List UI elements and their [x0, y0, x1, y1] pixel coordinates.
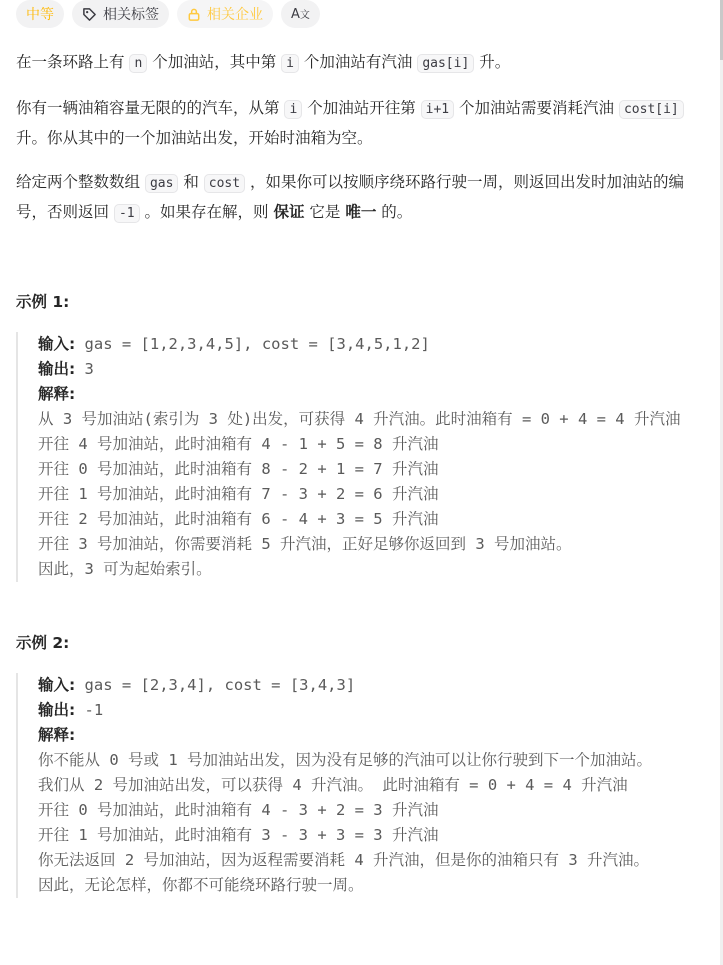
- difficulty-label: 中等: [26, 7, 54, 23]
- text: 升。: [474, 53, 511, 71]
- explain-line: 开往 0 号加油站，此时油箱有 8 - 2 + 1 = 7 升汽油: [38, 460, 439, 478]
- example-2-output: [38, 698, 706, 723]
- example-1-explain: [38, 382, 706, 407]
- companies-label: 相关企业: [207, 7, 263, 23]
- input-value: gas = [2,3,4], cost = [3,4,3]: [75, 676, 356, 694]
- explain-line: 开往 3 号加油站，你需要消耗 5 升汽油，正好足够你返回到 3 号加油站。: [38, 535, 572, 553]
- output-value: -1: [75, 701, 104, 719]
- explain-line: 你无法返回 2 号加油站，因为返程需要消耗 4 升汽油，但是你的油箱只有 3 升汽油。: [38, 851, 649, 869]
- explain-line: 我们从 2 号加油站出发，可以获得 4 升汽油。 此时油箱有 = 0 + 4 = 4 升汽油: [38, 776, 628, 794]
- input-value: gas = [1,2,3,4,5], cost = [3,4,5,1,2]: [75, 335, 430, 353]
- text: 的。: [376, 203, 413, 221]
- inline-code: i+1: [421, 100, 454, 119]
- inline-code: gas[i]: [417, 54, 474, 73]
- example-2-input: [38, 673, 706, 698]
- problem-paragraph-2: [16, 94, 706, 152]
- lock-icon: [187, 7, 201, 22]
- tag-bar: [16, 0, 320, 28]
- text: 在一条环路上有: [16, 53, 130, 71]
- explain-label: 解释:: [38, 726, 76, 744]
- text: 给定两个整数数组: [16, 173, 145, 191]
- text: 你有一辆油箱容量无限的的汽车，从第: [16, 99, 285, 117]
- text: ，如果你可以按顺序绕环路行驶一周，则返回出发时加油站的编号，否则返回: [16, 173, 685, 221]
- explain-line: 从 3 号加油站(索引为 3 处)出发，可获得 4 升汽油。此时油箱有 = 0 + 4 = 4 升汽油: [38, 410, 681, 428]
- explain-label: 解释:: [38, 385, 76, 403]
- example-1-block: [16, 332, 706, 582]
- inline-code: -1: [114, 204, 140, 223]
- explain-line: 开往 1 号加油站，此时油箱有 7 - 3 + 2 = 6 升汽油: [38, 485, 439, 503]
- explain-line: 开往 4 号加油站，此时油箱有 4 - 1 + 5 = 8 升汽油: [38, 435, 439, 453]
- explain-line: 因此，无论怎样，你都不可能绕环路行驶一周。: [38, 876, 364, 894]
- inline-code: gas: [145, 174, 178, 193]
- text: 个加油站需要消耗汽油: [454, 99, 619, 117]
- topics-tag[interactable]: [72, 0, 169, 28]
- companies-tag[interactable]: [177, 0, 273, 28]
- explain-line: 开往 2 号加油站，此时油箱有 6 - 4 + 3 = 5 升汽油: [38, 510, 439, 528]
- output-value: 3: [75, 360, 94, 378]
- explain-line: 因此，3 可为起始索引。: [38, 560, 212, 578]
- inline-code: cost[i]: [619, 100, 684, 119]
- inline-code: n: [129, 54, 147, 73]
- text: 个加油站开往第: [302, 99, 421, 117]
- example-2-explain: [38, 723, 706, 748]
- problem-paragraph-1: [16, 48, 706, 78]
- text: 和: [178, 173, 204, 191]
- example-2-title: 示例 2:: [16, 634, 70, 652]
- explain-line: 开往 0 号加油站，此时油箱有 4 - 3 + 2 = 3 升汽油: [38, 801, 439, 819]
- example-2-block: [16, 673, 706, 898]
- text: 个加油站，其中第: [147, 53, 282, 71]
- example-1-input: [38, 332, 706, 357]
- inline-code: i: [281, 54, 299, 73]
- explain-line: 你不能从 0 号或 1 号加油站出发，因为没有足够的汽油可以让你行驶到下一个加油站。: [38, 751, 652, 769]
- translate-button[interactable]: [281, 0, 320, 28]
- topics-label: 相关标签: [103, 7, 159, 23]
- translate-icon: A文: [291, 7, 310, 22]
- difficulty-tag[interactable]: [16, 0, 64, 28]
- text: 它是: [304, 203, 346, 221]
- input-label: 输入:: [38, 335, 76, 353]
- strong-text: 唯一: [345, 203, 377, 221]
- example-1-output: [38, 357, 706, 382]
- example-1-title: 示例 1:: [16, 293, 70, 311]
- tag-icon: [82, 7, 97, 22]
- text: 个加油站有汽油: [298, 53, 418, 71]
- inline-code: cost: [204, 174, 245, 193]
- text: 升。你从其中的一个加油站出发，开始时油箱为空。: [16, 129, 373, 147]
- output-label: 输出:: [38, 360, 76, 378]
- input-label: 输入:: [38, 676, 76, 694]
- output-label: 输出:: [38, 701, 76, 719]
- strong-text: 保证: [273, 203, 305, 221]
- text: 。如果存在解，则: [139, 203, 274, 221]
- inline-code: i: [284, 100, 302, 119]
- problem-paragraph-3: [16, 168, 706, 228]
- explain-line: 开往 1 号加油站，此时油箱有 3 - 3 + 3 = 3 升汽油: [38, 826, 439, 844]
